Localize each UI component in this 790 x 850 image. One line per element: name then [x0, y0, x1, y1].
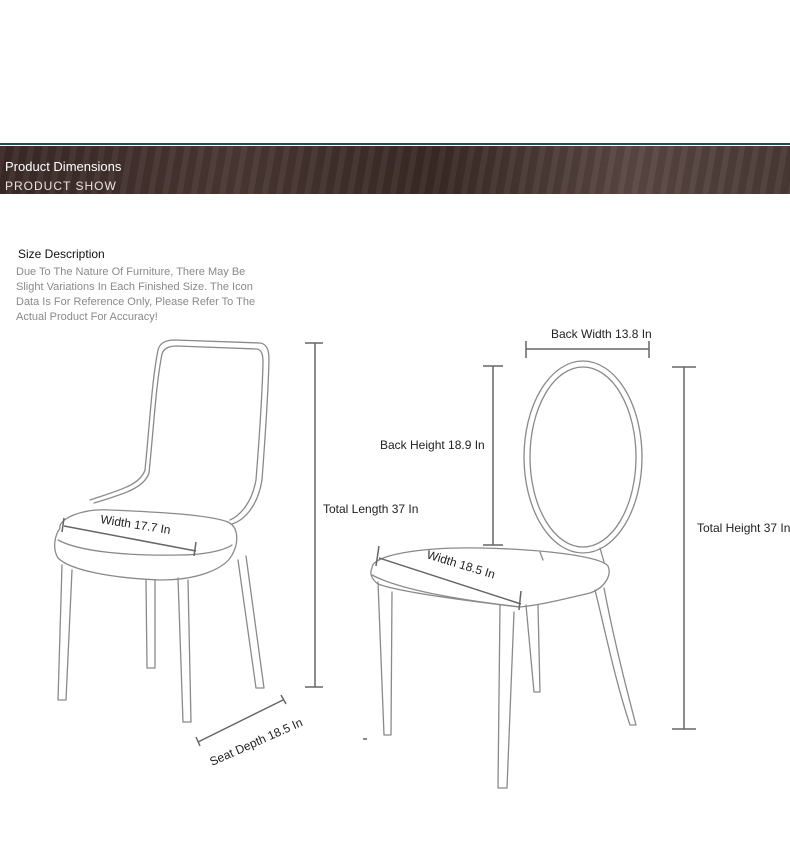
chair-2-width-label: Width 18.5 In: [425, 547, 497, 582]
chair-1-seat-depth-label: Seat Depth 18.5 In: [207, 715, 305, 769]
chair-2-back-height-label: Back Height 18.9 In: [380, 438, 485, 452]
size-description-title: Size Description: [18, 247, 105, 261]
chair-1-dimension-lines: [62, 343, 323, 746]
chair-2-illustration: [371, 361, 642, 788]
chair-2-total-height-label: Total Height 37 In: [697, 521, 790, 535]
chair-2-dimension-lines: [363, 341, 696, 739]
chair-1-width-label: Width 17.7 In: [99, 512, 172, 538]
banner-subtitle: PRODUCT SHOW: [5, 179, 117, 193]
chair-2-back-width-label: Back Width 13.8 In: [551, 327, 652, 341]
chair-1-total-length-label: Total Length 37 In: [323, 502, 419, 516]
banner-title: Product Dimensions: [5, 159, 122, 174]
size-description-note: Due To The Nature Of Furniture, There May Be Slight Variations In Each Finished Size. The Icon Data Is For Reference Only, Please Refer To The Actual Product For Accuracy!: [16, 266, 256, 323]
